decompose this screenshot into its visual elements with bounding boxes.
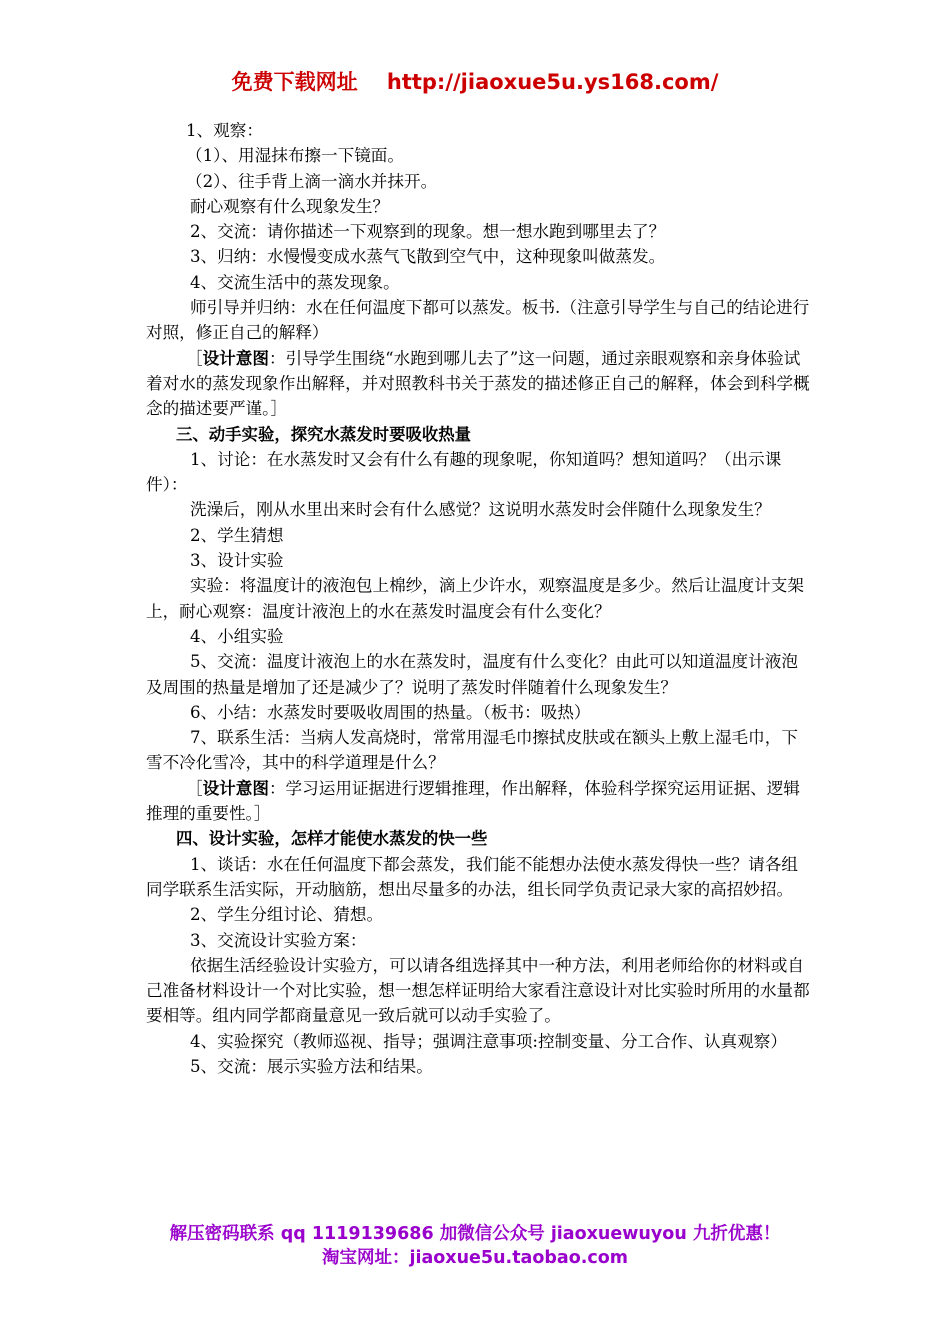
paragraph: 2、交流：请你描述一下观察到的现象。想一想水跑到哪里去了？	[190, 222, 666, 242]
paragraph: 师引导并归纳：水在任何温度下都可以蒸发。板书.（注意引导学生与自己的结论进行对照，修正自己的解释）	[146, 298, 810, 343]
paragraph: 4、交流生活中的蒸发现象。	[190, 272, 400, 292]
paragraph: 2、学生分组讨论、猜想。	[190, 905, 384, 925]
paragraph: 洗澡后，刚从水里出来时会有什么感觉？这说明水蒸发时会伴随什么现象发生？	[190, 500, 771, 520]
paragraph: 1、讨论：在水蒸发时又会有什么有趣的现象呢，你知道吗？想知道吗？（出示课件）：	[146, 449, 782, 495]
paragraph: 7、联系生活：当病人发高烧时，常常用湿毛巾擦拭皮肤或在额头上敷上湿毛巾，下雪不冷化雪冷，其中的科学道理是什么？	[146, 728, 798, 773]
header-banner	[0, 66, 950, 96]
paragraph: 5、交流：展示实验方法和结果。	[190, 1056, 433, 1076]
design-intent-paragraph	[146, 346, 810, 422]
paragraph: 2、学生猜想	[190, 525, 284, 545]
paragraph: 4、小组实验	[190, 626, 284, 646]
design-intent-text: ：引导学生围绕“水跑到哪儿去了”这一问题，通过亲眼观察和亲身体验试着对水的蒸发现象作出解释，并对照教科书关于蒸发的描述修正自己的解释，体会到科学概念的描述要严谨。］	[146, 348, 810, 419]
paragraph: （2）、往手背上滴一滴水并抹开。	[186, 171, 438, 191]
design-intent-text: ：学习运用证据进行逻辑推理，作出解释，体验科学探究运用证据、逻辑推理的重要性。］	[146, 778, 800, 824]
bracket: ［	[186, 348, 203, 368]
header-label: 免费下载网址	[231, 70, 358, 94]
design-intent-label: 设计意图	[202, 348, 269, 368]
design-intent-paragraph	[146, 776, 810, 827]
paragraph: 耐心观察有什么现象发生？	[190, 196, 390, 216]
design-intent-label: 设计意图	[202, 778, 269, 798]
paragraph: 3、交流设计实验方案：	[190, 930, 367, 950]
paragraph: 5、交流：温度计液泡上的水在蒸发时，温度有什么变化？由此可以知道温度计液泡及周围的热量是增加了还是减少了？说明了蒸发时伴随着什么现象发生？	[146, 652, 798, 697]
paragraph: 依据生活经验设计实验方，可以请各组选择其中一种方法，利用老师给你的材料或自己准备材料设计一个对比实验，想一想怎样证明给大家看注意设计对比实验时所用的水量都要相等。组内同学都商量意见一致后就可以动手实验了。	[146, 955, 810, 1026]
paragraph: 6、小结：水蒸发时要吸收周围的热量。（板书：吸热）	[190, 702, 591, 722]
section-heading: 四、设计实验，怎样才能使水蒸发的快一些	[176, 829, 488, 849]
paragraph: 4、实验探究（教师巡视、指导；强调注意事项:控制变量、分工合作、认真观察）	[190, 1031, 787, 1051]
footer-contact: 解压密码联系 qq 1119139686 加微信公众号 jiaoxuewuyou 九折优惠！	[169, 1224, 781, 1244]
paragraph: 1、观察：	[186, 121, 263, 140]
section-heading: 三、动手实验，探究水蒸发时要吸收热量	[176, 424, 472, 444]
document-body	[146, 118, 810, 1079]
paragraph: 3、设计实验	[190, 551, 284, 571]
paragraph: 1、谈话：水在任何温度下都会蒸发，我们能不能想办法使水蒸发得快一些？请各组同学联系生活实际，开动脑筋，想出尽量多的办法，组长同学负责记录大家的高招妙招。	[146, 854, 798, 899]
paragraph: （1）、用湿抹布擦一下镜面。	[186, 146, 404, 166]
paragraph: 实验：将温度计的液泡包上棉纱，滴上少许水，观察温度是多少。然后让温度计支架上，耐心观察：温度计液泡上的水在蒸发时温度会有什么变化？	[146, 576, 804, 621]
bracket: ［	[186, 778, 203, 798]
footer-shop-link[interactable]: 淘宝网址：jiaoxue5u.taobao.com	[321, 1248, 629, 1268]
paragraph: 3、归纳：水慢慢变成水蒸气飞散到空气中，这种现象叫做蒸发。	[190, 247, 666, 267]
header-url[interactable]: http://jiaoxue5u.ys168.com/	[386, 70, 719, 94]
